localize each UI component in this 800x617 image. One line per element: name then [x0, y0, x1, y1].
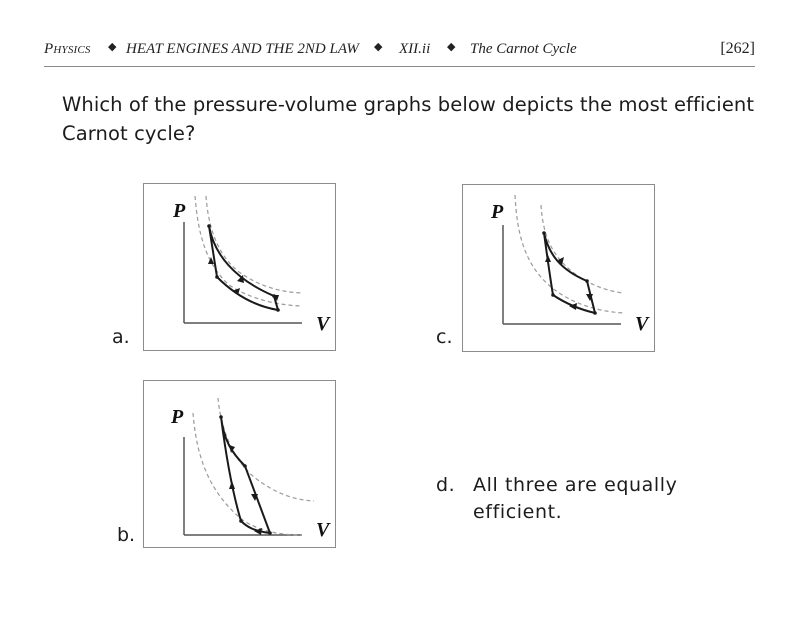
x-axis-label: V: [316, 519, 330, 541]
option-c-graph[interactable]: [462, 184, 655, 352]
running-header: [44, 41, 755, 63]
option-b-label[interactable]: b.: [117, 524, 136, 546]
diamond-bullet-icon: ◆: [108, 41, 117, 53]
pv-diagram-a: [144, 184, 337, 352]
diamond-bullet-icon: ◆: [374, 41, 383, 53]
page-number: [262]: [720, 40, 755, 57]
pv-diagram-b: [144, 381, 337, 549]
y-axis-label: P: [171, 406, 184, 428]
option-d-label: d.: [436, 474, 456, 496]
x-axis-label: V: [316, 313, 330, 335]
diamond-bullet-icon: ◆: [447, 41, 456, 53]
x-axis-label: V: [635, 313, 649, 335]
option-a-label[interactable]: a.: [112, 326, 130, 348]
option-b-graph[interactable]: [143, 380, 336, 548]
option-d-text: All three are equally efficient.: [473, 474, 678, 523]
header-subject: Physics: [44, 41, 91, 57]
header-topic: The Carnot Cycle: [470, 41, 577, 57]
option-c-label[interactable]: c.: [436, 326, 453, 348]
header-divider: [44, 66, 755, 67]
y-axis-label: P: [491, 201, 504, 223]
question-text: Which of the pressure-volume graphs below depicts the most efficient Carnot cycle?: [62, 93, 755, 145]
header-chapter: HEAT ENGINES AND THE 2ND LAW: [126, 41, 359, 57]
y-axis-label: P: [173, 200, 186, 222]
pv-diagram-c: [463, 185, 656, 353]
option-a-graph[interactable]: [143, 183, 336, 351]
header-section: XII.ii: [399, 41, 431, 57]
